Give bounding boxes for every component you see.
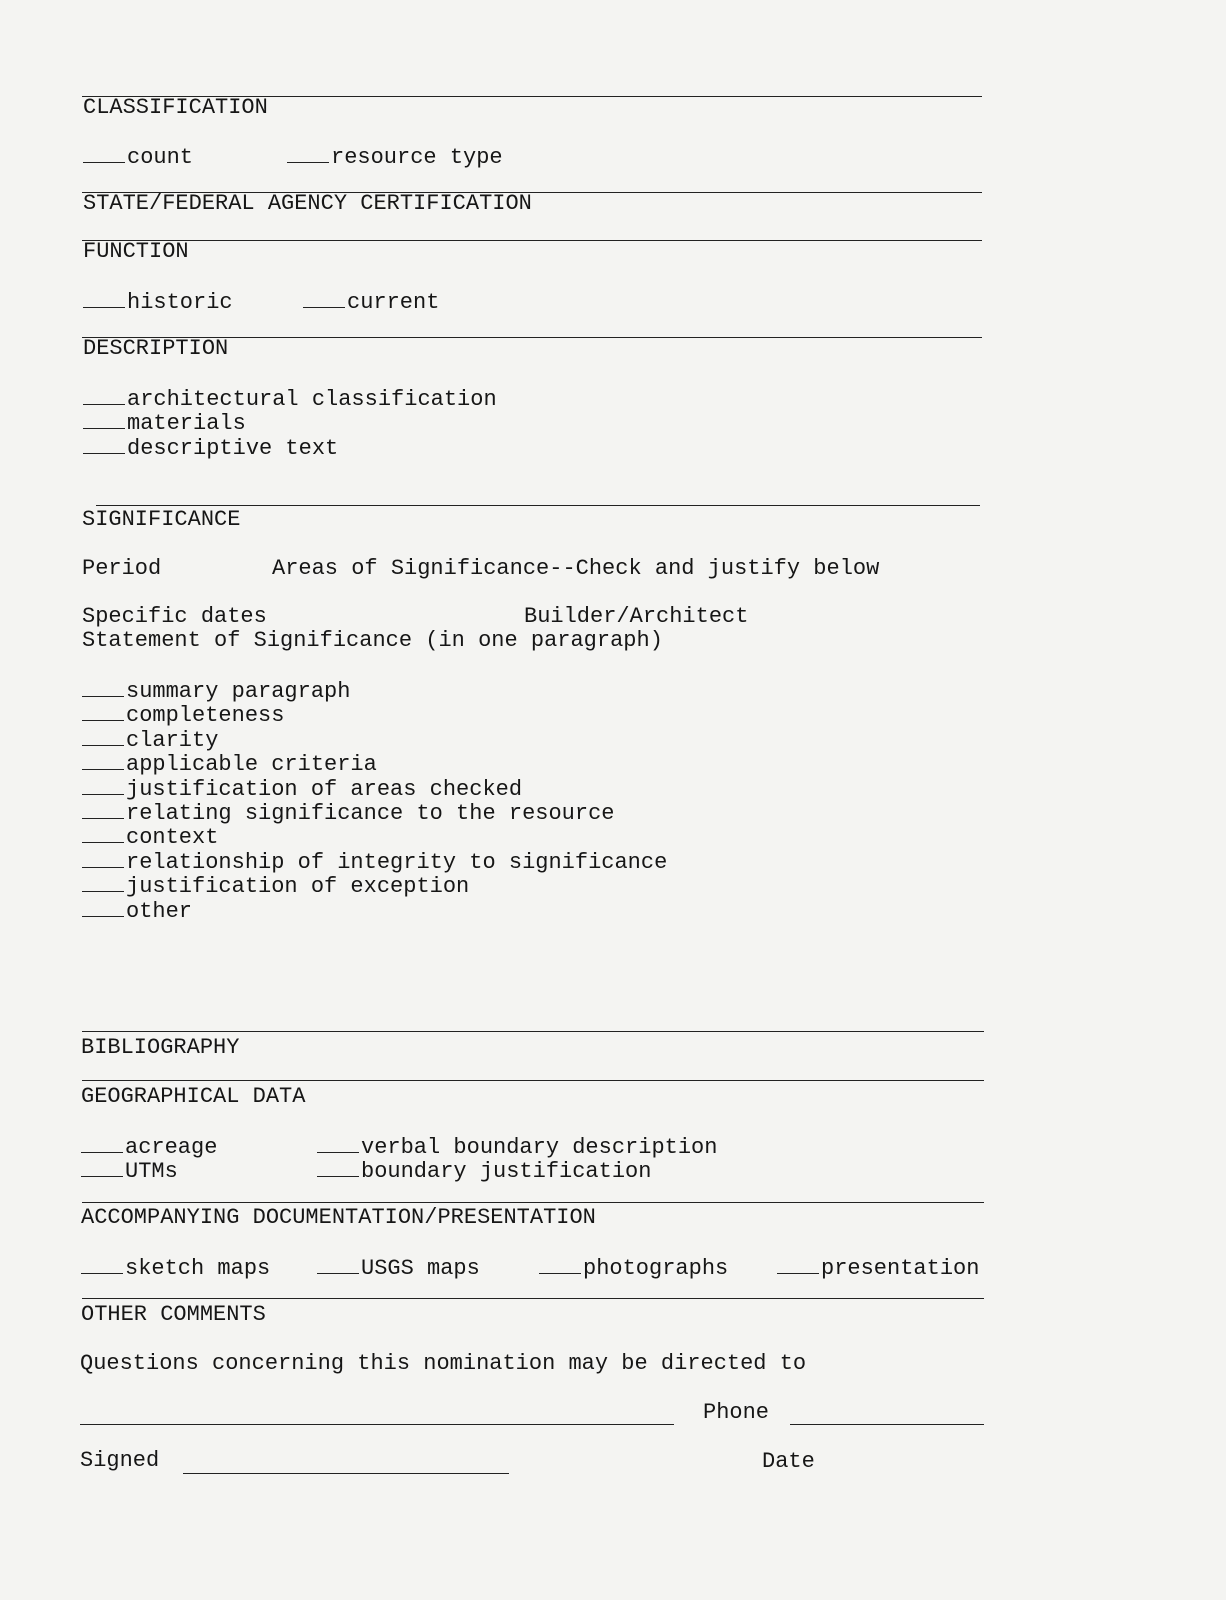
checkbox-blank[interactable] <box>83 289 125 308</box>
builder-architect-label: Builder/Architect <box>524 604 749 629</box>
option-label: sketch maps <box>125 1256 271 1281</box>
item-label: justification of exception <box>126 874 470 900</box>
significance-item[interactable] <box>82 800 667 824</box>
checkbox-blank[interactable] <box>83 410 125 429</box>
checkbox-blank[interactable] <box>82 751 124 770</box>
checkbox-blank[interactable] <box>287 144 329 163</box>
significance-item[interactable] <box>82 824 667 851</box>
checkbox-blank[interactable] <box>81 1158 123 1177</box>
questions-label: Questions concerning this nomination may be directed to <box>80 1351 807 1376</box>
checkbox-blank[interactable] <box>83 386 125 405</box>
item-label: summary paragraph <box>126 679 351 704</box>
item-label: materials <box>127 411 246 437</box>
function-historic-option[interactable] <box>83 289 233 315</box>
option-label: count <box>127 145 194 170</box>
checkbox-blank[interactable] <box>317 1255 359 1274</box>
signed-label: Signed <box>80 1448 160 1473</box>
section-rule <box>82 1080 984 1081</box>
checkbox-blank[interactable] <box>82 898 124 917</box>
checkbox-blank[interactable] <box>317 1134 359 1153</box>
function-current-option[interactable] <box>303 289 439 315</box>
option-label: USGS maps <box>361 1256 480 1281</box>
significance-checklist <box>82 678 667 922</box>
contact-name-line[interactable] <box>80 1424 674 1425</box>
option-label: presentation <box>821 1256 980 1281</box>
item-label: context <box>126 825 219 851</box>
bibliography-heading: BIBLIOGRAPHY <box>81 1035 240 1060</box>
geographical-item[interactable] <box>81 1158 217 1185</box>
section-rule <box>82 1031 984 1032</box>
documentation-sketch-maps-option[interactable] <box>81 1255 270 1281</box>
option-label: current <box>347 290 440 315</box>
significance-item[interactable] <box>82 776 667 800</box>
specific-dates-label: Specific dates <box>82 604 267 629</box>
section-rule <box>82 1298 984 1299</box>
geographical-checklist-right <box>317 1134 717 1183</box>
geographical-item[interactable] <box>81 1134 217 1158</box>
signature-line[interactable] <box>183 1473 509 1474</box>
item-label: descriptive text <box>127 435 339 461</box>
phone-label: Phone <box>703 1400 770 1425</box>
item-label: verbal boundary description <box>361 1135 718 1160</box>
classification-heading: CLASSIFICATION <box>83 95 268 120</box>
geographical-checklist-left <box>81 1134 217 1183</box>
item-label: justification of areas checked <box>126 776 523 802</box>
statement-of-significance-label: Statement of Significance (in one paragraph) <box>82 628 663 653</box>
description-item[interactable] <box>83 435 497 459</box>
geographical-item[interactable] <box>317 1158 717 1185</box>
geographical-item[interactable] <box>317 1134 717 1158</box>
item-label: completeness <box>126 703 285 729</box>
checkbox-blank[interactable] <box>82 849 124 868</box>
significance-item[interactable] <box>82 873 667 900</box>
item-label: architectural classification <box>127 387 497 412</box>
significance-item[interactable] <box>82 898 667 922</box>
checkbox-blank[interactable] <box>82 824 124 843</box>
checkbox-blank[interactable] <box>777 1255 819 1274</box>
function-heading: FUNCTION <box>83 239 189 264</box>
option-label: resource type <box>331 145 503 170</box>
classification-resource-type-option[interactable] <box>287 144 503 170</box>
significance-item[interactable] <box>82 702 667 729</box>
item-label: boundary justification <box>361 1159 652 1185</box>
description-checklist <box>83 386 497 459</box>
significance-item[interactable] <box>82 849 667 873</box>
certification-heading: STATE/FEDERAL AGENCY CERTIFICATION <box>83 191 532 216</box>
description-item[interactable] <box>83 386 497 410</box>
checkbox-blank[interactable] <box>82 727 124 746</box>
significance-item[interactable] <box>82 751 667 778</box>
item-label: relating significance to the resource <box>126 800 615 826</box>
phone-line[interactable] <box>790 1424 984 1425</box>
checkbox-blank[interactable] <box>83 435 125 454</box>
checkbox-blank[interactable] <box>303 289 345 308</box>
geographical-data-heading: GEOGRAPHICAL DATA <box>81 1084 306 1109</box>
item-label: relationship of integrity to significance <box>126 849 668 875</box>
description-item[interactable] <box>83 410 497 437</box>
areas-of-significance-label: Areas of Significance--Check and justify below <box>272 556 880 581</box>
item-label: clarity <box>126 727 219 753</box>
checkbox-blank[interactable] <box>539 1255 581 1274</box>
checkbox-blank[interactable] <box>81 1255 123 1274</box>
checkbox-blank[interactable] <box>82 702 124 721</box>
date-label: Date <box>762 1449 815 1474</box>
classification-count-option[interactable] <box>83 144 193 170</box>
checkbox-blank[interactable] <box>81 1134 123 1153</box>
item-label: acreage <box>125 1135 218 1160</box>
checkbox-blank[interactable] <box>317 1158 359 1177</box>
documentation-presentation-option[interactable] <box>777 1255 979 1281</box>
section-rule <box>96 505 980 506</box>
period-label: Period <box>82 556 162 581</box>
significance-item[interactable] <box>82 727 667 751</box>
description-heading: DESCRIPTION <box>83 336 229 361</box>
significance-item[interactable] <box>82 678 667 702</box>
other-comments-heading: OTHER COMMENTS <box>81 1302 266 1327</box>
checkbox-blank[interactable] <box>82 678 124 697</box>
checkbox-blank[interactable] <box>83 144 125 163</box>
option-label: photographs <box>583 1256 729 1281</box>
checkbox-blank[interactable] <box>82 776 124 795</box>
checkbox-blank[interactable] <box>82 873 124 892</box>
documentation-photographs-option[interactable] <box>539 1255 728 1281</box>
checkbox-blank[interactable] <box>82 800 124 819</box>
documentation-usgs-maps-option[interactable] <box>317 1255 480 1281</box>
significance-heading: SIGNIFICANCE <box>82 507 241 532</box>
option-label: historic <box>127 290 233 315</box>
item-label: applicable criteria <box>126 752 377 778</box>
item-label: other <box>126 898 193 924</box>
section-rule <box>82 1202 984 1203</box>
item-label: UTMs <box>125 1159 178 1185</box>
section-rule <box>82 240 982 241</box>
documentation-heading: ACCOMPANYING DOCUMENTATION/PRESENTATION <box>81 1205 596 1230</box>
